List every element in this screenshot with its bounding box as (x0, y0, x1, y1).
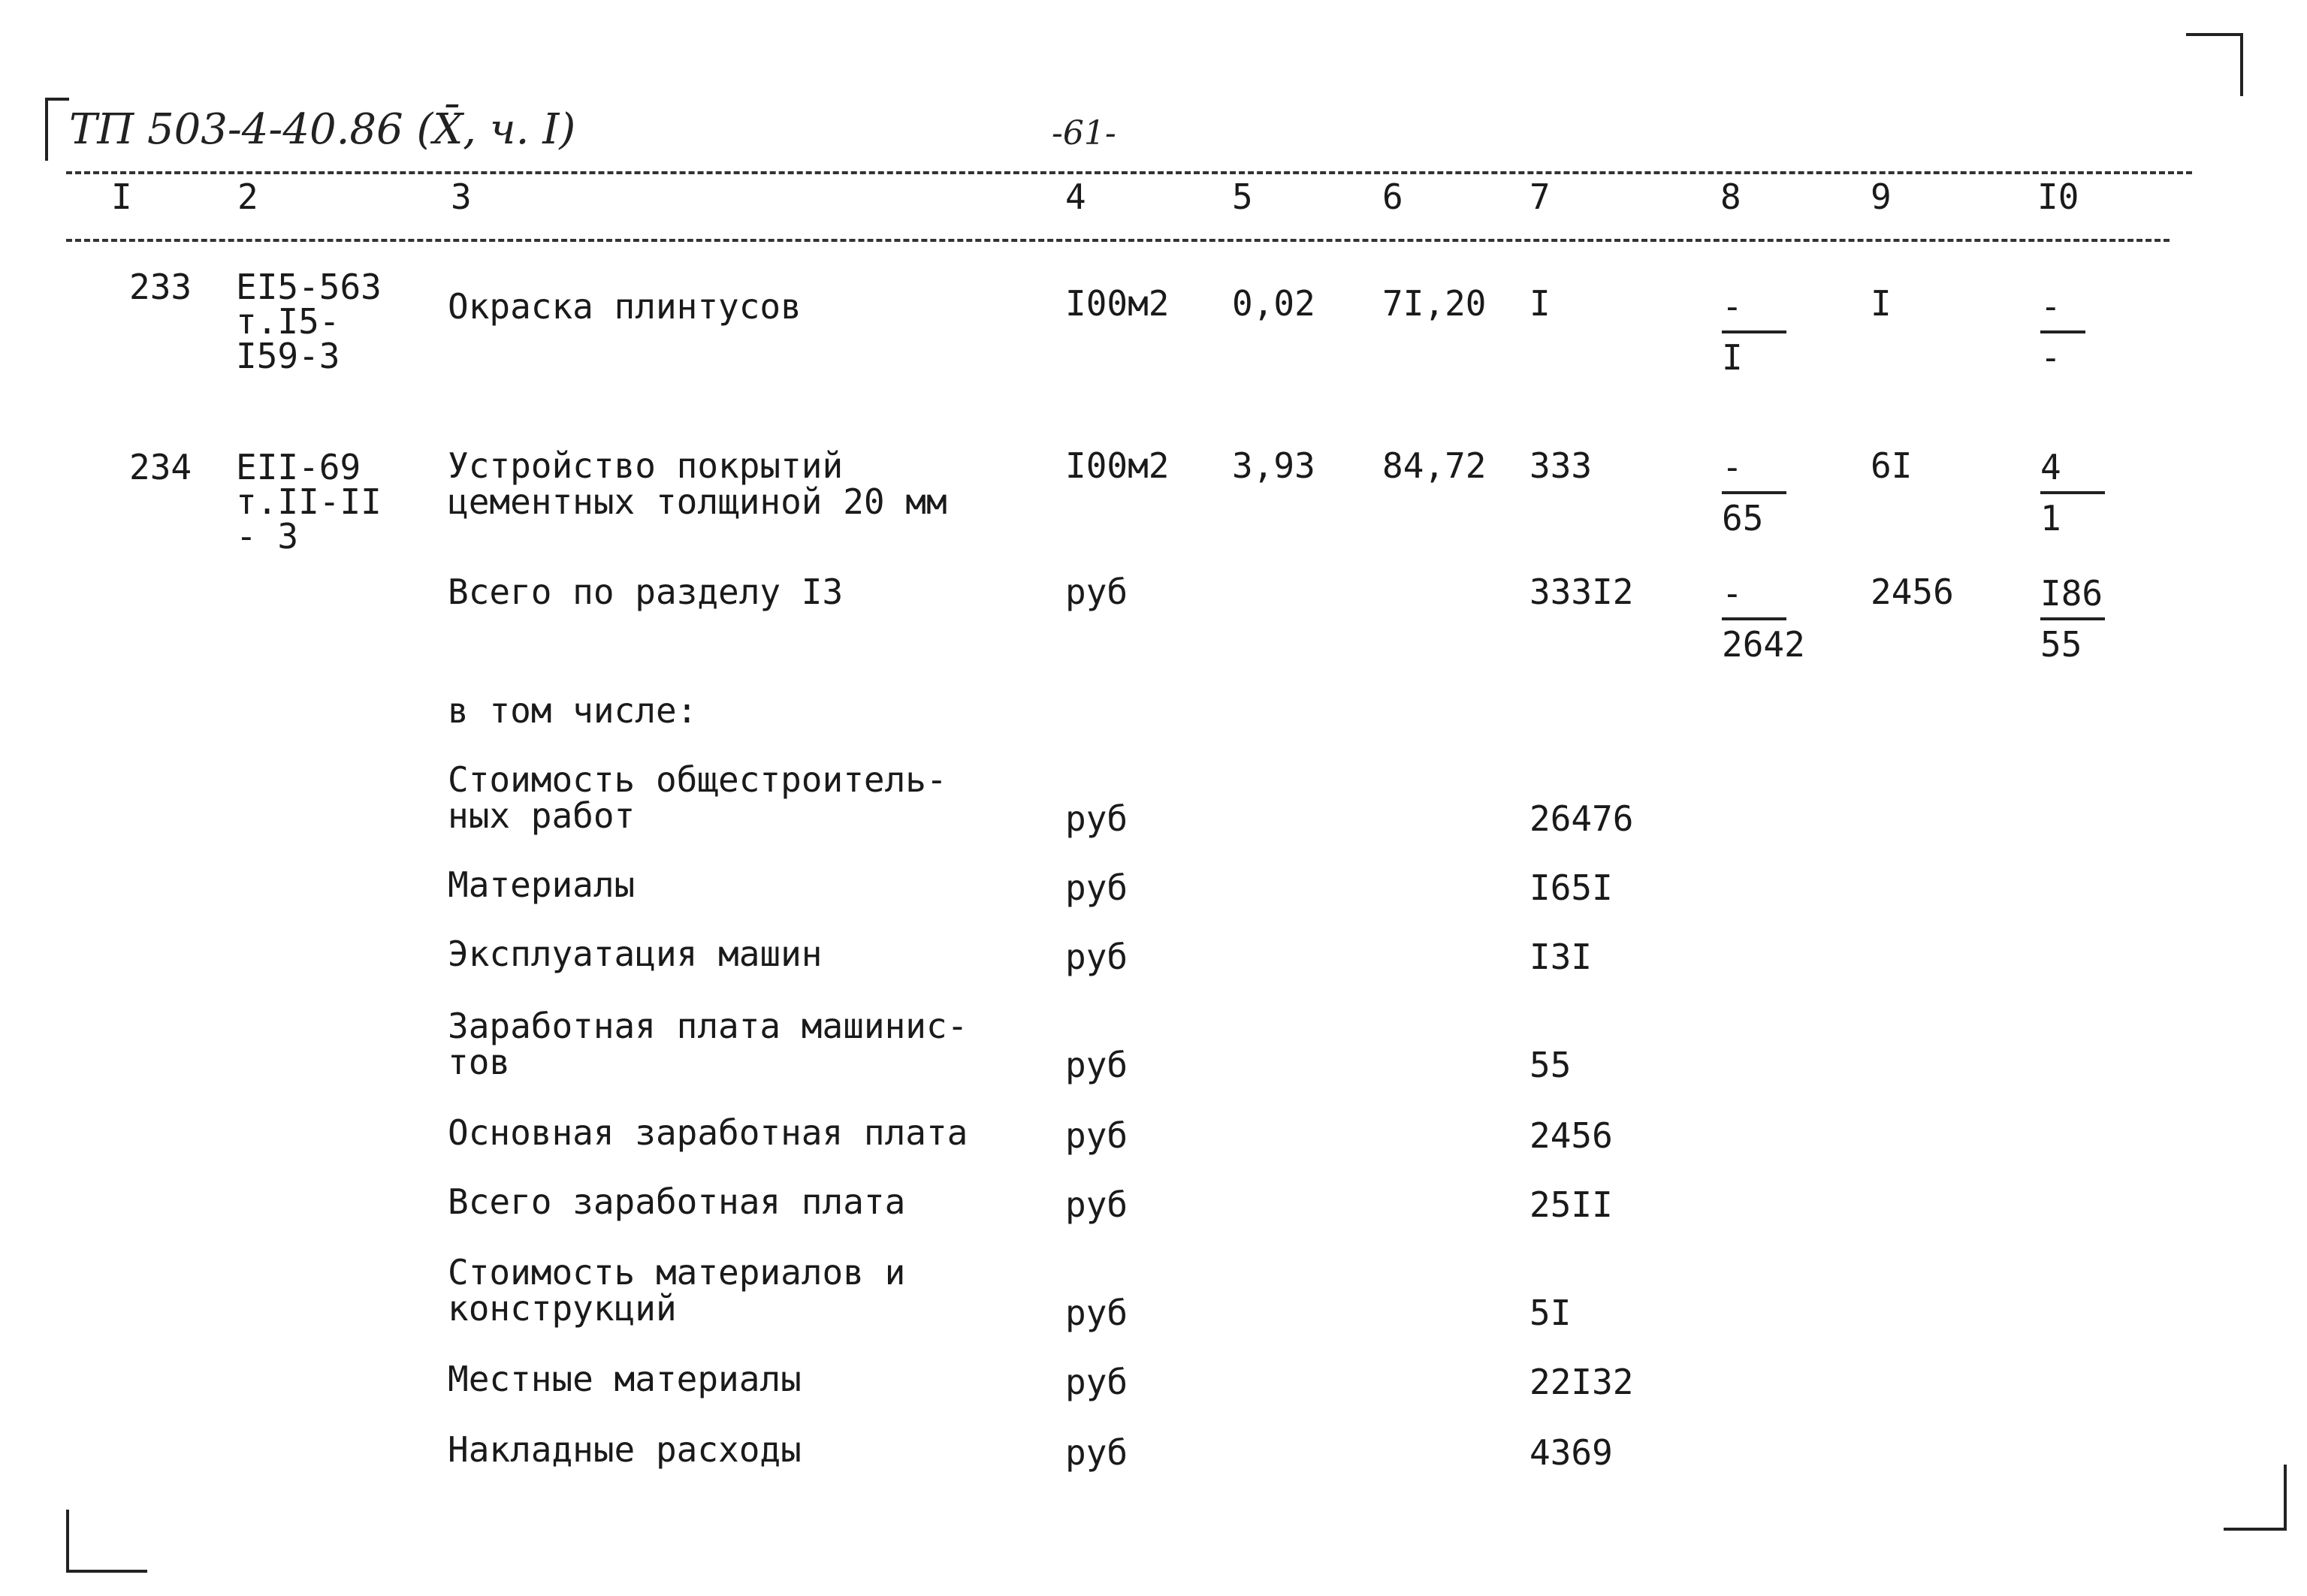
column-header-7: 7 (1529, 176, 1551, 217)
item-value: 5I (1529, 1293, 1572, 1333)
fraction-denominator: 2642 (1722, 624, 1805, 665)
section-total-label: Всего по разделу I3 (448, 572, 844, 612)
item-name: тов (448, 1042, 511, 1082)
unit: I00м2 (1065, 445, 1170, 486)
unit: руб (1065, 1293, 1128, 1333)
fraction-denominator: 1 (2040, 498, 2061, 539)
fraction-denominator: I (1722, 337, 1743, 378)
item-name: Основная заработная плата (448, 1112, 968, 1153)
col8-fraction (1722, 573, 1805, 665)
col9-value: I (1871, 283, 1892, 324)
fraction-bar (2040, 491, 2105, 494)
total-cost: I (1529, 283, 1551, 324)
including-label: в том числе: (448, 690, 698, 731)
rate-code-line: I59-3 (236, 336, 340, 376)
unit: I00м2 (1065, 283, 1170, 324)
fraction-bar (2040, 617, 2105, 620)
unit: руб (1065, 1115, 1128, 1156)
column-header-5: 5 (1232, 176, 1253, 217)
unit-price: 84,72 (1382, 445, 1487, 486)
rate-code-line: т.II-II (236, 481, 382, 522)
page-number: -61- (1052, 114, 1116, 152)
item-value: 25II (1529, 1184, 1613, 1225)
rate-code-line: т.I5- (236, 301, 340, 342)
rate-code-line: EI5-563 (236, 267, 382, 307)
header-top-rule (66, 171, 2192, 174)
unit: руб (1065, 1362, 1128, 1402)
col9-value: 6I (1871, 445, 1913, 486)
item-name: Стоимость материалов и (448, 1252, 906, 1293)
column-header-9: 9 (1871, 176, 1892, 217)
document-code: ТП 503-4-40.86 (X̄, ч. I) (69, 105, 576, 154)
item-name: Эксплуатация машин (448, 934, 823, 974)
total-cost: 333 (1529, 445, 1593, 486)
corner-mark-top-left (45, 98, 69, 161)
work-name: Окраска плинтусов (448, 286, 802, 327)
fraction-numerator: - (1722, 286, 1743, 327)
item-name: Заработная плата машинис- (448, 1006, 968, 1046)
corner-mark-bottom-left (66, 1510, 147, 1573)
fraction-numerator: - (1722, 573, 1743, 614)
column-header-3: 3 (451, 176, 472, 217)
item-name: Стоимость общестроитель- (448, 759, 947, 800)
rate-code-line: - 3 (236, 516, 299, 557)
column-header-1: I (111, 176, 132, 217)
fraction-numerator: 4 (2040, 447, 2061, 487)
unit: руб (1065, 798, 1128, 839)
item-name: Местные материалы (448, 1359, 802, 1399)
unit-price: 7I,20 (1382, 283, 1487, 324)
quantity: 0,02 (1232, 283, 1315, 324)
item-name: конструкций (448, 1288, 677, 1329)
item-value: 26476 (1529, 798, 1634, 839)
item-name: ных работ (448, 795, 636, 836)
item-value: 2456 (1529, 1115, 1613, 1156)
unit: руб (1065, 937, 1128, 977)
col9-value: 2456 (1871, 572, 1954, 612)
work-name: цементных толщиной 20 мм (448, 481, 947, 522)
fraction-bar (2040, 330, 2085, 333)
rate-code-line: EII-69 (236, 447, 361, 487)
item-value: 22I32 (1529, 1362, 1634, 1402)
item-value: 4369 (1529, 1432, 1613, 1473)
item-name: Материалы (448, 864, 636, 905)
item-value: I3I (1529, 937, 1593, 977)
unit: руб (1065, 867, 1128, 908)
item-name: Накладные расходы (448, 1429, 802, 1470)
item-name: Всего заработная плата (448, 1181, 906, 1222)
unit: руб (1065, 1045, 1128, 1085)
item-value: I65I (1529, 867, 1613, 908)
row-number: 233 (129, 267, 192, 307)
quantity: 3,93 (1232, 445, 1315, 486)
total-cost: 333I2 (1529, 572, 1634, 612)
corner-mark-top-right (2186, 33, 2243, 96)
item-value: 55 (1529, 1045, 1572, 1085)
column-header-10: I0 (2037, 176, 2079, 217)
column-header-6: 6 (1382, 176, 1403, 217)
col10-fraction (2040, 573, 2108, 665)
col10-fraction (2040, 288, 2108, 376)
header-bottom-rule (66, 239, 2170, 242)
fraction-numerator: I86 (2040, 573, 2103, 614)
fraction-numerator: - (2040, 286, 2061, 327)
work-name: Устройство покрытий (448, 445, 844, 486)
fraction-denominator: 55 (2040, 624, 2082, 665)
unit: руб (1065, 1184, 1128, 1225)
fraction-denominator: 65 (1722, 498, 1764, 539)
fraction-bar (1722, 330, 1786, 333)
column-header-2: 2 (237, 176, 258, 217)
fraction-numerator: - (1722, 447, 1743, 487)
column-header-4: 4 (1065, 176, 1086, 217)
col10-fraction (2040, 447, 2108, 539)
unit: руб (1065, 1432, 1128, 1473)
row-number: 234 (129, 447, 192, 487)
unit: руб (1065, 572, 1128, 612)
col8-fraction (1722, 288, 1789, 376)
fraction-bar (1722, 617, 1786, 620)
column-header-8: 8 (1720, 176, 1741, 217)
col8-fraction (1722, 447, 1789, 539)
fraction-denominator: - (2040, 337, 2061, 378)
corner-mark-bottom-right (2224, 1465, 2287, 1531)
fraction-bar (1722, 491, 1786, 494)
